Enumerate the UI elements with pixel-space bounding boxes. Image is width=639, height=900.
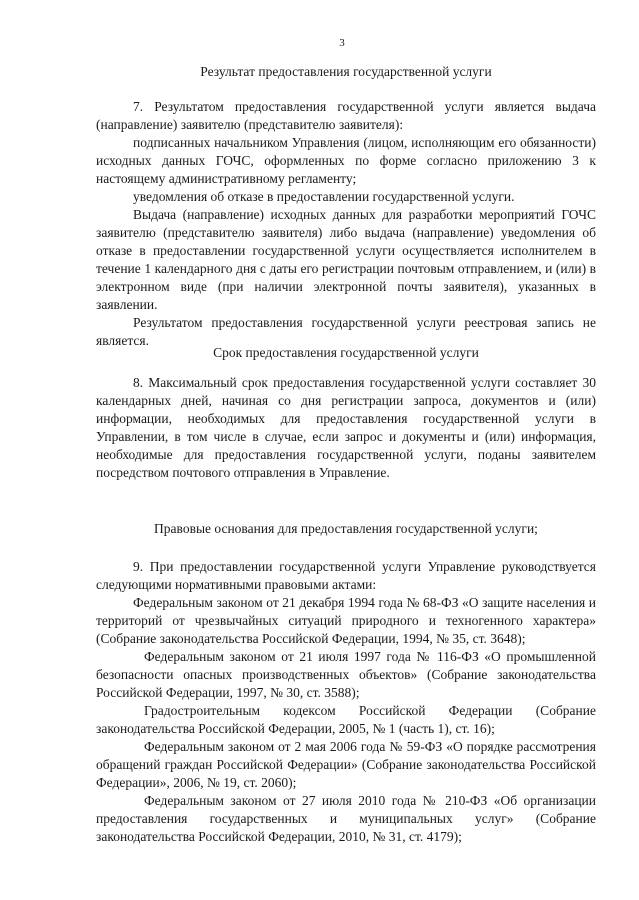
- section-heading-legal: Правовые основания для предоставления государственной услуги;: [154, 521, 538, 536]
- paragraph: уведомления об отказе в предоставлении государственной услуги.: [133, 189, 515, 204]
- paragraph: Федеральным законом от 21 июля 1997 года № 116-ФЗ «О промышленной безопасности опасных производственных объектов» (Собрание законодательства Российской Федерации, 1997, № 30, ст. 3588);: [96, 649, 596, 700]
- section-legal-body: [96, 558, 596, 846]
- paragraph: Результатом предоставления государственной услуги реестровая запись не является.: [96, 315, 596, 348]
- page-number: 3: [339, 37, 345, 49]
- paragraph: Градостроительным кодексом Российской Федерации (Собрание законодательства Российской Федерации, 2005, № 1 (часть 1), ст. 16);: [96, 703, 596, 736]
- document-page: [96, 0, 596, 900]
- section-result-body: [96, 98, 596, 350]
- paragraph: Выдача (направление) исходных данных для разработки мероприятий ГОЧС заявителю (представителю заявителя) либо выдача (направление) уведомления об отказе в предоставлении государственной услуги осуществляется исполнителем в течение 1 календарного дня с даты его регистрации почтовым отправлением, и (или) в электронном виде (при наличии электронной почты заявителя), указанных в заявлении.: [96, 207, 596, 312]
- paragraph: Федеральным законом от 21 декабря 1994 года № 68-ФЗ «О защите населения и территорий от чрезвычайных ситуаций природного и техногенного характера» (Собрание законодательства Российской Федерации, 1994, № 35, ст. 3648);: [96, 595, 596, 646]
- paragraph: Федеральным законом от 2 мая 2006 года № 59-ФЗ «О порядке рассмотрения обращений граждан Российской Федерации» (Собрание законодательства Российской Федерации», 2006, № 19, ст. 2060);: [96, 739, 596, 790]
- section-heading-result: Результат предоставления государственной услуги: [200, 64, 492, 79]
- section-heading-term: Срок предоставления государственной услуги: [213, 345, 479, 360]
- paragraph: Федеральным законом от 27 июля 2010 года № 210-ФЗ «Об организации предоставления государственных и муниципальных услуг» (Собрание законодательства Российской Федерации, 2010, № 31, ст. 4179);: [96, 793, 596, 844]
- section-term-body: [96, 374, 596, 482]
- paragraph: 7. Результатом предоставления государственной услуги является выдача (направление) заявителю (представителю заявителя):: [96, 99, 596, 132]
- paragraph: подписанных начальником Управления (лицом, исполняющим его обязанности) исходных данных ГОЧС, оформленных по форме согласно приложению 3 к настоящему административному регламенту;: [96, 135, 596, 186]
- paragraph: 8. Максимальный срок предоставления государственной услуги составляет 30 календарных дней, начиная со дня регистрации запроса, документов и (или) информации, необходимых для предоставления государственной услуги в Управлении, в том числе в случае, если запрос и документы и (или) информация, необходимые для предоставления государственной услуги, поданы заявителем посредством почтового отправления в Управление.: [96, 375, 596, 480]
- paragraph: 9. При предоставлении государственной услуги Управление руководствуется следующими нормативными правовыми актами:: [96, 559, 596, 592]
